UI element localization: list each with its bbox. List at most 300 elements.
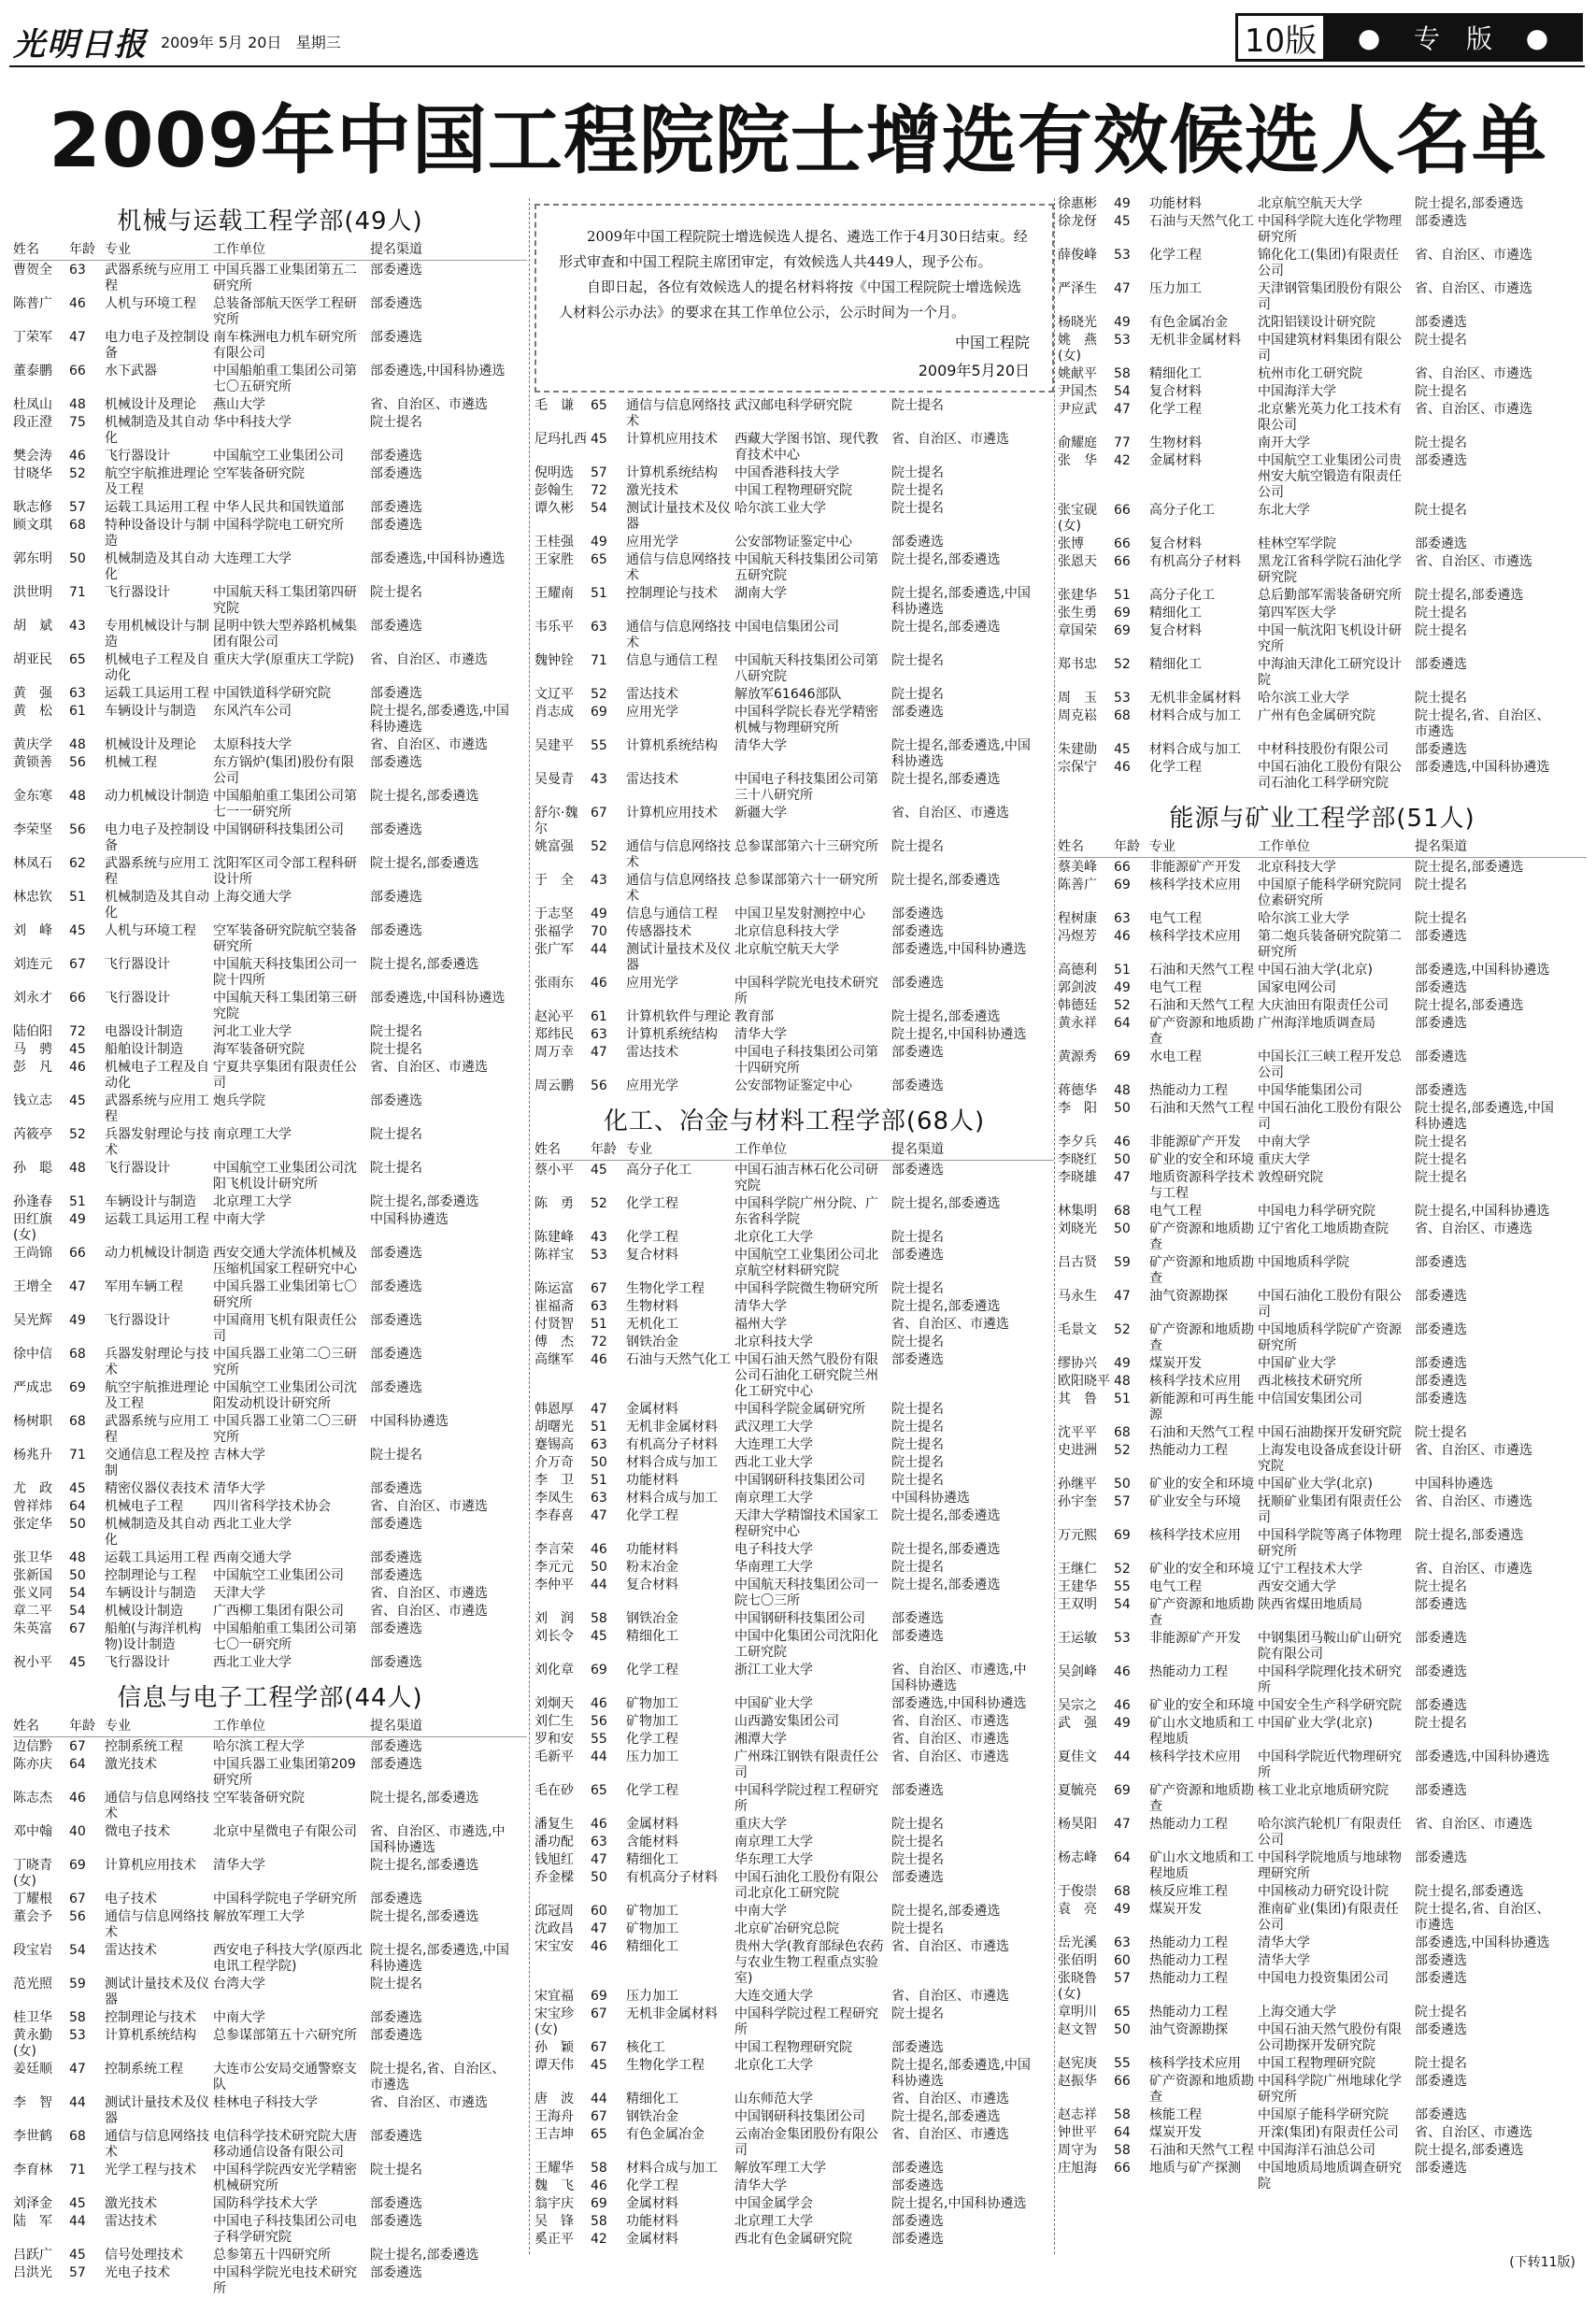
table-row xyxy=(13,1347,527,1378)
cell-channel: 院士提名,部委遴选,中国科协遴选 xyxy=(370,704,509,735)
cell-unit: 华东理工大学 xyxy=(734,1852,813,1867)
cell-channel: 部委遴选 xyxy=(1415,2161,1467,2176)
cell-channel: 院士提名 xyxy=(370,1042,422,1057)
table-row xyxy=(1058,1101,1587,1133)
cell-name: 罗和安 xyxy=(534,1732,574,1747)
cell-name: 刘长令 xyxy=(534,1629,574,1644)
cell-field: 通信与信息网络技术 xyxy=(105,1791,209,1821)
cell-name: 杨晓光 xyxy=(1058,315,1097,330)
cell-channel: 部委遴选 xyxy=(891,1611,944,1626)
cell-channel: 部委遴选 xyxy=(1415,1698,1467,1713)
cell-name: 王增全 xyxy=(13,1279,52,1294)
cell-unit: 中国钢研科技集团公司 xyxy=(734,2109,865,2124)
column-left xyxy=(13,196,527,2299)
cell-unit: 宁夏共享集团有限责任公司 xyxy=(213,1060,357,1091)
cell-channel: 部委遴选,中国科协遴选 xyxy=(1415,1935,1550,1950)
cell-channel: 部委遴选 xyxy=(891,1045,944,1060)
cell-age: 45 xyxy=(591,1163,607,1178)
issue-date xyxy=(161,31,341,52)
cell-name: 韩恩厚 xyxy=(534,1402,574,1417)
table-row xyxy=(534,1009,1054,1025)
cell-unit: 华中科技大学 xyxy=(213,415,292,430)
cell-name: 缪协兴 xyxy=(1058,1356,1097,1371)
cell-age: 57 xyxy=(1114,1971,1131,1986)
cell-age: 46 xyxy=(591,2178,607,2193)
cell-channel: 省、自治区、市遴选 xyxy=(370,652,488,667)
cell-field: 机械制造及其自动化 xyxy=(105,551,209,582)
cell-age: 46 xyxy=(69,449,86,464)
cell-age: 69 xyxy=(1114,623,1131,638)
cell-field: 热能动力工程 xyxy=(1149,1083,1228,1098)
cell-name: 周克崧 xyxy=(1058,708,1097,723)
cell-name: 李世鹤 xyxy=(13,2129,52,2144)
cell-age: 47 xyxy=(591,1402,607,1417)
cell-field: 动力机械设计制造 xyxy=(105,1246,209,1261)
cell-unit: 南京理工大学 xyxy=(734,1491,813,1506)
cell-age: 67 xyxy=(69,1739,86,1754)
cell-age: 49 xyxy=(591,907,607,921)
table-row xyxy=(1058,1425,1587,1441)
cell-age: 67 xyxy=(69,1621,86,1636)
cell-field: 计算机软件与理论 xyxy=(626,1009,731,1024)
cell-channel: 部委遴选 xyxy=(1415,1664,1467,1679)
cell-field: 新能源和可再生能源 xyxy=(1149,1392,1254,1422)
cell-age: 49 xyxy=(69,1212,86,1227)
table-row xyxy=(534,1560,1054,1576)
table-row xyxy=(534,1921,1054,1937)
cell-age: 46 xyxy=(1114,1698,1131,1713)
table-row xyxy=(13,856,527,888)
cell-unit: 大庆油田有限责任公司 xyxy=(1258,998,1389,1013)
cell-age: 68 xyxy=(69,518,86,533)
table-row xyxy=(534,501,1054,533)
cell-channel: 院士提名 xyxy=(1415,878,1467,892)
cell-name: 周万幸 xyxy=(534,1045,574,1060)
cell-age: 65 xyxy=(591,398,607,413)
table-row xyxy=(1058,1528,1587,1560)
cell-channel: 部委遴选 xyxy=(370,1246,422,1261)
cell-channel: 部委遴选 xyxy=(891,2214,944,2229)
table-row xyxy=(13,415,527,447)
cell-channel: 院士提名,部委遴选 xyxy=(370,856,479,871)
cell-field: 高分子化工 xyxy=(1149,588,1215,603)
cell-age: 46 xyxy=(591,1542,607,1557)
cell-name: 蒋德华 xyxy=(1058,1083,1097,1098)
cell-age: 49 xyxy=(591,535,607,550)
cell-unit: 中国矿业大学(北京) xyxy=(1258,1477,1373,1492)
cell-age: 69 xyxy=(69,1380,86,1395)
cell-age: 56 xyxy=(69,755,86,770)
cell-unit: 桂林空军学院 xyxy=(1258,536,1336,551)
cell-channel: 院士提名 xyxy=(891,653,944,668)
cell-name: 蔡小平 xyxy=(534,1163,574,1178)
table-row xyxy=(1058,691,1587,707)
table-row xyxy=(13,1194,527,1210)
cell-age: 52 xyxy=(1114,1322,1131,1337)
cell-field: 材料合成与加工 xyxy=(1149,742,1241,757)
cell-unit: 国家电网公司 xyxy=(1258,980,1336,995)
cell-channel: 部委遴选 xyxy=(1415,1322,1467,1337)
table-row xyxy=(13,1313,527,1345)
cell-field: 人机与环境工程 xyxy=(105,296,196,311)
table-row xyxy=(534,398,1054,430)
cell-unit: 海军装备研究院 xyxy=(213,1042,305,1057)
cell-field: 运载工具运用工程 xyxy=(105,686,209,701)
table-row xyxy=(534,1281,1054,1297)
cell-field: 微电子技术 xyxy=(105,1824,170,1839)
cell-unit: 中国电力科学研究院 xyxy=(1258,1204,1375,1219)
header-field: 专业 xyxy=(105,1719,131,1734)
cell-field: 兵器发射理论与技术 xyxy=(105,1347,209,1378)
cell-name: 万元熙 xyxy=(1058,1528,1097,1543)
cell-unit: 北京紫光英力化工技术有限公司 xyxy=(1258,402,1402,433)
cell-unit: 重庆大学(原重庆工学院) xyxy=(213,652,354,667)
cell-field: 电气工程 xyxy=(1149,1579,1202,1594)
cell-age: 50 xyxy=(591,1560,607,1575)
cell-name: 张福学 xyxy=(534,924,574,939)
cell-name: 于俊崇 xyxy=(1058,1884,1097,1899)
cell-age: 47 xyxy=(591,1852,607,1867)
cell-field: 有色金属冶金 xyxy=(626,2127,705,2142)
cell-channel: 院士提名,部委遴选,中国科协遴选 xyxy=(370,1943,509,1974)
cell-channel: 省、自治区、市遴选,中国科协遴选 xyxy=(370,1824,506,1855)
cell-field: 含能材料 xyxy=(626,1835,678,1849)
cell-unit: 中国航天科技集团公司一院七〇三所 xyxy=(734,1578,878,1608)
cell-channel: 部委遴选,中国科协遴选 xyxy=(891,942,1027,957)
table-row xyxy=(13,263,527,294)
cell-unit: 天津大学精馏技术国家工程研究中心 xyxy=(734,1508,878,1539)
cell-field: 金属材料 xyxy=(1149,453,1202,468)
cell-channel: 省、自治区、市遴选 xyxy=(891,432,1009,447)
cell-name: 毛新平 xyxy=(534,1749,574,1764)
cell-unit: 北京信息科技大学 xyxy=(734,924,839,939)
cell-name: 顾文琪 xyxy=(13,518,52,533)
cell-age: 56 xyxy=(69,822,86,837)
header-channel: 提名渠道 xyxy=(1415,839,1467,854)
table-row xyxy=(13,1161,527,1192)
cell-unit: 重庆大学 xyxy=(1258,1152,1310,1167)
cell-name: 郑纬民 xyxy=(534,1027,574,1042)
page-number: 10版 xyxy=(1238,16,1326,59)
cell-channel: 院士提名,部委遴选 xyxy=(891,620,1001,635)
table-row xyxy=(13,551,527,583)
cell-field: 雷达技术 xyxy=(105,1943,157,1958)
cell-name: 郭东明 xyxy=(13,551,52,566)
cell-field: 核科学技术应用 xyxy=(1149,878,1241,892)
cell-name: 吴曼青 xyxy=(534,772,574,787)
cell-field: 电气工程 xyxy=(1149,1204,1202,1219)
table-row xyxy=(534,924,1054,940)
table-row xyxy=(13,585,527,617)
cell-name: 张晓鲁(女) xyxy=(1058,1971,1097,2002)
cell-name: 钱立志 xyxy=(13,1093,52,1108)
cell-channel: 部委遴选 xyxy=(370,2129,422,2144)
cell-age: 51 xyxy=(1114,963,1131,978)
cell-name: 吴宗之 xyxy=(1058,1698,1097,1713)
table-row xyxy=(13,991,527,1022)
cell-age: 48 xyxy=(69,1550,86,1565)
table-row xyxy=(13,2163,527,2194)
cell-channel: 部委遴选 xyxy=(370,1380,422,1395)
column-divider xyxy=(1054,198,1055,2254)
cell-field: 通信与信息网络技术 xyxy=(626,398,731,429)
cell-field: 化学工程 xyxy=(626,1732,678,1747)
cell-field: 精细化工 xyxy=(626,1852,678,1867)
table-row xyxy=(534,1696,1054,1712)
cell-name: 丁荣军 xyxy=(13,330,52,345)
cell-age: 46 xyxy=(1114,1135,1131,1150)
cell-unit: 西北工业大学 xyxy=(213,1655,292,1670)
cell-channel: 部委遴选 xyxy=(370,2196,422,2211)
cell-age: 45 xyxy=(69,1042,86,1057)
cell-channel: 院士提名 xyxy=(370,1127,422,1142)
cell-age: 53 xyxy=(1114,691,1131,706)
cell-field: 计算机系统结构 xyxy=(626,1027,718,1042)
cell-field: 测试计量技术及仪器 xyxy=(105,1977,209,2007)
cell-channel: 部委遴选 xyxy=(370,619,422,634)
cell-field: 金属材料 xyxy=(626,1402,678,1417)
table-row xyxy=(534,1248,1054,1279)
cell-unit: 大连市公安局交通警察支队 xyxy=(213,2062,357,2092)
table-row xyxy=(1058,1494,1587,1526)
cell-name: 陈普广 xyxy=(13,296,52,311)
cell-unit: 第二炮兵装备研究院第二研究所 xyxy=(1258,929,1402,960)
cell-name: 魏钟铨 xyxy=(534,653,574,668)
cell-age: 44 xyxy=(591,2092,607,2106)
cell-channel: 部委遴选 xyxy=(370,755,422,770)
cell-field: 雷达技术 xyxy=(626,1045,678,1060)
cell-channel: 部委遴选 xyxy=(1415,1953,1467,1968)
cell-age: 51 xyxy=(1114,1392,1131,1407)
cell-unit: 北京科技大学 xyxy=(734,1335,813,1349)
cell-unit: 上海交通大学 xyxy=(213,890,292,905)
cell-name: 姜廷顺 xyxy=(13,2062,52,2077)
table-row xyxy=(1058,1016,1587,1048)
cell-name: 冯煜芳 xyxy=(1058,929,1097,944)
table-row xyxy=(534,1783,1054,1815)
table-row xyxy=(1058,1953,1587,1969)
cell-name: 严成忠 xyxy=(13,1380,52,1395)
cell-channel: 省、自治区、市遴选 xyxy=(1415,2125,1532,2140)
cell-unit: 昆明中铁大型养路机械集团有限公司 xyxy=(213,619,357,650)
cell-unit: 上海交通大学 xyxy=(1258,2005,1336,2020)
cell-channel: 省、自治区、市遴选 xyxy=(1415,1817,1532,1832)
cell-age: 50 xyxy=(591,1455,607,1470)
cell-unit: 台湾大学 xyxy=(213,1977,265,1992)
cell-unit: 黑龙江省科学院石油化学研究院 xyxy=(1258,554,1402,585)
table-row xyxy=(13,737,527,753)
cell-name: 庄旭海 xyxy=(1058,2161,1097,2176)
table-row xyxy=(13,1246,527,1278)
table-row xyxy=(1058,1935,1587,1951)
cell-field: 矿物加工 xyxy=(626,1904,678,1919)
cell-age: 69 xyxy=(591,1663,607,1678)
table-row xyxy=(534,1870,1054,1902)
table-row xyxy=(1058,1698,1587,1714)
cell-age: 45 xyxy=(591,2058,607,2073)
cell-field: 化学工程 xyxy=(626,2178,678,2193)
cell-age: 71 xyxy=(591,653,607,668)
table-row xyxy=(1058,911,1587,927)
table-row xyxy=(13,923,527,955)
cell-unit: 中国科学院电子学研究所 xyxy=(213,1892,357,1906)
cell-field: 无机非金属材料 xyxy=(626,2006,718,2021)
cell-unit: 清华大学 xyxy=(734,1027,787,1042)
table-row xyxy=(534,1196,1054,1228)
table-row xyxy=(13,449,527,464)
section-info xyxy=(13,1673,527,2297)
cell-field: 机械制造及其自动化 xyxy=(105,415,209,446)
table-header xyxy=(13,1717,527,1737)
cell-unit: 南京理工大学 xyxy=(734,1835,813,1849)
header-name: 姓名 xyxy=(534,1142,561,1157)
cell-name: 彭翰生 xyxy=(534,483,574,498)
header-field: 专业 xyxy=(105,242,131,257)
cell-channel: 院士提名,部委遴选 xyxy=(891,873,1001,888)
table-row xyxy=(534,839,1054,871)
cell-channel: 部委遴选 xyxy=(370,2214,422,2229)
cell-age: 40 xyxy=(69,1824,86,1839)
cell-channel: 部委遴选 xyxy=(370,1313,422,1328)
cell-name: 谭天伟 xyxy=(534,2058,574,2073)
cell-age: 64 xyxy=(69,1757,86,1772)
cell-field: 光电子技术 xyxy=(105,2265,170,2280)
cell-unit: 清华大学 xyxy=(734,2178,787,2193)
cell-channel: 院士提名 xyxy=(1415,606,1467,621)
cell-field: 功能材料 xyxy=(626,2214,678,2229)
cell-age: 45 xyxy=(69,1655,86,1670)
table-header xyxy=(1058,837,1587,858)
cell-channel: 部委遴选 xyxy=(1415,1374,1467,1389)
cell-channel: 省、自治区、市遴选 xyxy=(891,1732,1009,1747)
cell-unit: 华南理工大学 xyxy=(734,1560,813,1575)
notice-paragraph: 2009年中国工程院院士增选候选人提名、遴选工作于4月30日结束。经形式审查和中国工程院主席团审定，有效候选人共449人，现予公布。 xyxy=(559,228,1028,270)
cell-unit: 中国航空工业集团公司沈阳发动机设计研究所 xyxy=(213,1380,357,1411)
cell-channel: 部委遴选 xyxy=(1415,1631,1467,1646)
cell-unit: 中国工程物理研究院 xyxy=(734,2040,852,2055)
table-row xyxy=(1058,2074,1587,2106)
cell-name: 曾祥炜 xyxy=(13,1499,52,1514)
cell-field: 化学工程 xyxy=(626,1230,678,1245)
cell-name: 潘功配 xyxy=(534,1835,574,1849)
table-row xyxy=(534,552,1054,584)
cell-name: 马永生 xyxy=(1058,1289,1097,1304)
cell-age: 44 xyxy=(591,1578,607,1592)
cell-age: 46 xyxy=(591,1352,607,1367)
cell-channel: 院士提名 xyxy=(1415,1152,1467,1167)
table-row xyxy=(1058,1392,1587,1423)
cell-age: 51 xyxy=(591,1473,607,1488)
cell-name: 王海舟 xyxy=(534,2109,574,2124)
cell-field: 金属材料 xyxy=(626,2196,678,2211)
cell-channel: 院士提名,部委遴选 xyxy=(891,1196,1001,1211)
cell-age: 47 xyxy=(69,1279,86,1294)
cell-name: 周 玉 xyxy=(1058,691,1097,706)
cell-channel: 省、自治区、市遴选 xyxy=(891,2127,1009,2142)
cell-age: 47 xyxy=(591,1921,607,1936)
table-row xyxy=(13,2214,527,2246)
cell-name: 吕洪光 xyxy=(13,2265,52,2280)
table-row xyxy=(13,2010,527,2026)
table-row xyxy=(1058,606,1587,621)
cell-unit: 武汉理工大学 xyxy=(734,1420,813,1435)
cell-field: 通信与信息网络技术 xyxy=(105,1909,209,1940)
cell-name: 潘复生 xyxy=(534,1817,574,1832)
cell-field: 运载工具运用工程 xyxy=(105,1212,209,1227)
issue-date-text: 2009年 5月 20日 xyxy=(161,34,282,51)
cell-name: 段正澄 xyxy=(13,415,52,430)
cell-field: 核科学技术应用 xyxy=(1149,1749,1241,1764)
cell-age: 52 xyxy=(69,1127,86,1142)
cell-channel: 省、自治区、市遴选 xyxy=(370,1586,488,1601)
table-row xyxy=(534,1904,1054,1920)
cell-field: 矿产资源和地质勘查 xyxy=(1149,1255,1254,1286)
table-row xyxy=(13,2095,527,2127)
cell-age: 57 xyxy=(1114,1494,1131,1509)
cell-name: 赵文智 xyxy=(1058,2022,1097,2037)
cell-name: 刘炯天 xyxy=(534,1696,574,1711)
cell-channel: 部委遴选 xyxy=(891,907,944,921)
cell-field: 飞行器设计 xyxy=(105,1313,170,1328)
cell-channel: 院士提名,省、自治区、市遴选 xyxy=(1415,1902,1550,1933)
cell-age: 57 xyxy=(69,500,86,515)
cell-age: 66 xyxy=(1114,2074,1131,2089)
cell-channel: 院士提名,部委遴选,中国科协遴选 xyxy=(891,2058,1031,2089)
cell-unit: 中国航空工业集团公司贵州安大航空锻造有限责任公司 xyxy=(1258,453,1402,500)
cell-unit: 中国科学院长春光学精密机械与物理研究所 xyxy=(734,705,878,735)
cell-field: 矿山水文地质和工程地质 xyxy=(1149,1850,1254,1881)
table-row xyxy=(13,1448,527,1479)
cell-name: 张广军 xyxy=(534,942,574,957)
table-row xyxy=(1058,878,1587,909)
cell-channel: 省、自治区、市遴选 xyxy=(1415,1494,1532,1509)
cell-unit: 中国一航沈阳飞机设计研究所 xyxy=(1258,623,1402,654)
cell-channel: 院士提名,部委遴选 xyxy=(1415,998,1524,1013)
cell-name: 武 强 xyxy=(1058,1716,1097,1731)
cell-field: 飞行器设计 xyxy=(105,585,170,600)
cell-age: 45 xyxy=(69,1481,86,1496)
cell-field: 应用光学 xyxy=(626,976,678,991)
cell-field: 控制系统工程 xyxy=(105,1739,183,1754)
cell-age: 66 xyxy=(1114,554,1131,569)
cell-channel: 院士提名 xyxy=(891,1437,944,1452)
cell-field: 热能动力工程 xyxy=(1149,1935,1228,1950)
cell-unit: 总装备部航天医学工程研究所 xyxy=(213,296,357,327)
cell-field: 矿产资源和地质勘查 xyxy=(1149,1322,1254,1353)
cell-field: 雷达技术 xyxy=(626,772,678,787)
cell-unit: 北京化工大学 xyxy=(734,1230,813,1245)
cell-unit: 中国科学院过程工程研究所 xyxy=(734,1783,878,1814)
cell-age: 52 xyxy=(591,839,607,854)
cell-channel: 院士提名,部委遴选 xyxy=(370,1909,479,1924)
table-row xyxy=(13,364,527,395)
cell-age: 58 xyxy=(1114,2107,1131,2122)
cell-unit: 中国电子科技集团公司电子科学研究院 xyxy=(213,2214,357,2245)
cell-age: 46 xyxy=(1114,760,1131,775)
cell-channel: 院士提名,部委遴选 xyxy=(370,789,479,804)
cell-field: 武器系统与应用工程 xyxy=(105,856,209,887)
cell-unit: 中国石油天然气股份有限公司石油化工研究院兰州化工研究中心 xyxy=(734,1352,878,1399)
cell-field: 测试计量技术及仪器 xyxy=(105,2095,209,2126)
table-row xyxy=(1058,1356,1587,1372)
cell-name: 王耀南 xyxy=(534,586,574,601)
cell-unit: 中国核动力研究设计院 xyxy=(1258,1884,1389,1899)
cell-field: 矿业的安全和环境 xyxy=(1149,1152,1254,1167)
cell-age: 63 xyxy=(591,1835,607,1849)
cell-channel: 部委遴选 xyxy=(370,1757,422,1772)
cell-unit: 清华大学 xyxy=(734,1299,787,1314)
cell-field: 功能材料 xyxy=(626,1542,678,1557)
